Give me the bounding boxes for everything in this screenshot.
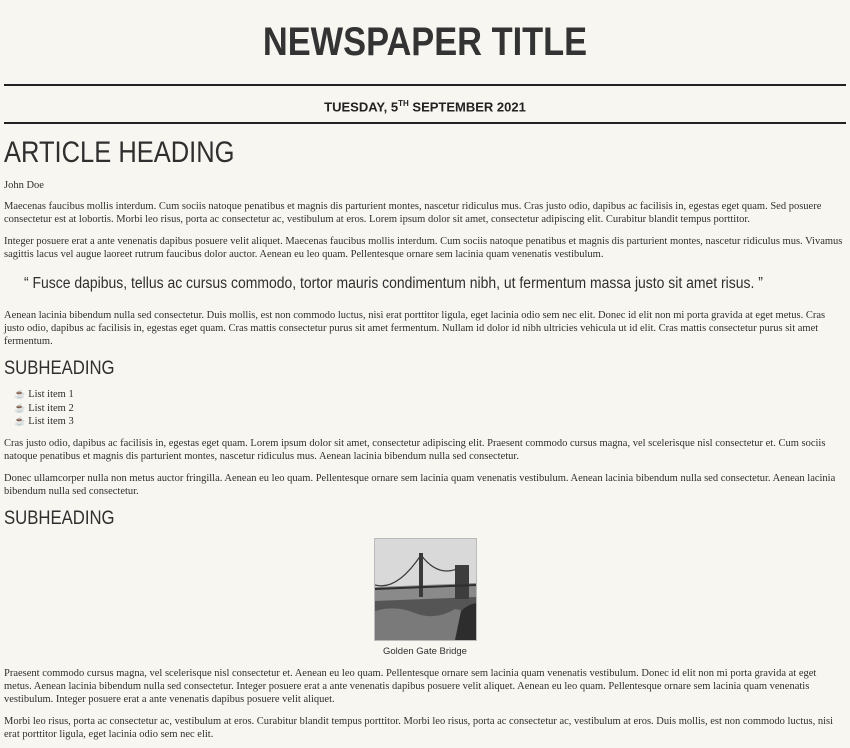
article — [4, 136, 846, 741]
list-item — [14, 402, 846, 416]
article-heading: ARTICLE HEADING — [4, 136, 235, 169]
paragraph: Donec ullamcorper nulla non metus auctor fringilla. Aenean eu leo quam. Pellentesque ornare sem lacinia quam venenatis vestibulum. Aenean lacinia bibendum nulla sed consectetur. Aenean lacinia bibendum nulla sed consectetur. — [4, 472, 836, 497]
list-item-label: List item 2 — [28, 402, 74, 414]
subheading: SUBHEADING — [4, 507, 115, 529]
list-item-label: List item 3 — [28, 416, 74, 427]
bridge-icon — [375, 539, 476, 640]
date-suffix: SEPTEMBER 2021 — [408, 99, 526, 115]
newspaper-title: NEWSPAPER TITLE — [262, 20, 588, 64]
coffee-icon: ☕ — [14, 416, 26, 426]
paragraph: Praesent commodo cursus magna, vel scelerisque nisl consectetur et. Aenean eu leo quam. Pellentesque ornare sem lacinia quam venenatis vestibulum. Donec id elit non mi porta gravida at eget metus. Aenean lacinia bibendum nulla sed consectetur. Integer posuere erat a ante venenatis dapibus posuere velit aliquet. Aenean eu leo quam. Pellentesque ornare sem lacinia quam venenatis vestibulum. Integer posuere erat a ante venenatis dapibus posuere velit aliquet. — [4, 667, 817, 705]
list-item — [14, 388, 846, 402]
pull-quote: “ Fusce dapibus, tellus ac cursus commodo, tortor mauris condimentum nibh, ut fermentum massa justo sit amet risus. ” — [24, 275, 763, 292]
date-prefix: TUESDAY, 5 — [324, 99, 399, 115]
list-item — [14, 415, 846, 429]
paragraph: Morbi leo risus, porta ac consectetur ac, vestibulum at eros. Curabitur blandit tempus porttitor. Morbi leo risus, porta ac consectetur ac, vestibulum at eros. Duis mollis, est non commodo luctus, nisi erat porttitor ligula, eget lacinia odio sem nec elit. — [4, 715, 834, 740]
bridge-photo — [374, 538, 477, 641]
date-ordinal: TH — [398, 99, 409, 108]
bullet-list — [14, 388, 846, 429]
bottom-rule — [4, 122, 846, 124]
dateline — [4, 86, 846, 122]
paragraph: Aenean lacinia bibendum nulla sed consectetur. Duis mollis, est non commodo luctus, nisi erat porttitor ligula, eget lacinia odio sem nec elit. Donec id elit non mi porta gravida at eget metus. Cras justo odio, dapibus ac facilisis in, egestas eget quam. Cras mattis consectetur purus sit amet fermentum. Nullam id dolor id nibh ultricies vehicula ut id elit. Cras mattis consectetur purus sit amet fermentum. — [4, 310, 826, 347]
coffee-icon: ☕ — [14, 389, 26, 399]
figure — [4, 538, 846, 657]
paragraph: Cras justo odio, dapibus ac facilisis in, egestas eget quam. Lorem ipsum dolor sit amet, consectetur adipiscing elit. Praesent commodo cursus magna, vel scelerisque nisl consectetur et. Cum sociis natoque penatibus et magnis dis parturient montes, nascetur ridiculus mus. Aenean lacinia bibendum nulla sed consectetur. — [4, 437, 826, 462]
figure-caption: Golden Gate Bridge — [383, 645, 467, 657]
coffee-icon: ☕ — [14, 402, 26, 413]
subheading: SUBHEADING — [4, 358, 115, 379]
paragraph: Maecenas faucibus mollis interdum. Cum sociis natoque penatibus et magnis dis parturient montes, nascetur ridiculus mus. Cras justo odio, dapibus ac facilisis in, egestas eget quam. Sed posuere consectetur est at lobortis. Morbi leo risus, porta ac consectetur ac, vestibulum at eros. Lorem ipsum dolor sit amet, consectetur adipiscing elit. Curabitur blandit tempus porttitor. — [4, 201, 822, 225]
list-item-label: List item 1 — [28, 389, 74, 400]
paragraph: Integer posuere erat a ante venenatis dapibus posuere velit aliquet. Maecenas faucibus mollis interdum. Cum sociis natoque penatibus et magnis dis parturient montes, nascetur ridiculus mus. Vivamus sagittis lacus vel augue laoreet rutrum faucibus dolor auctor. Aenean eu leo quam. Pellentesque ornare sem lacinia quam venenatis vestibulum. — [4, 236, 843, 260]
article-author: John Doe — [4, 180, 44, 191]
